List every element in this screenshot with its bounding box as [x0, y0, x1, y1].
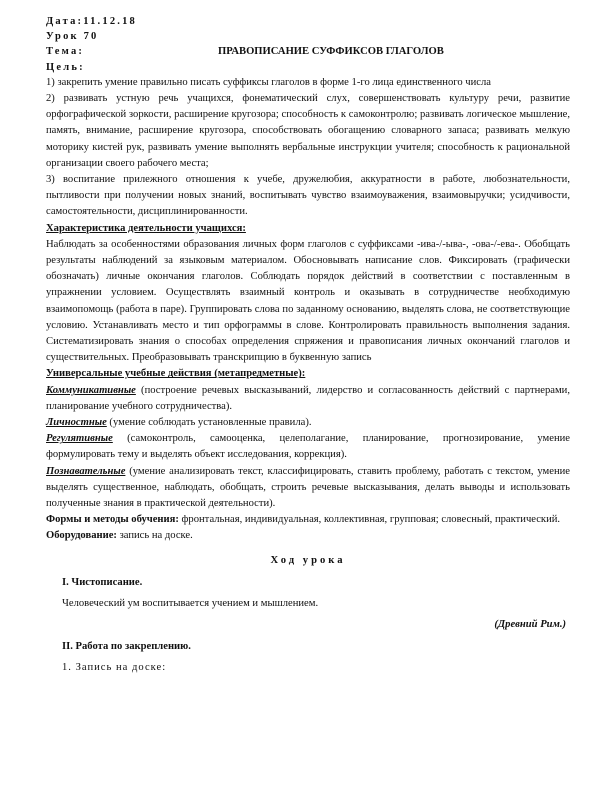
uud-regulative [46, 431, 570, 463]
uud-cognitive [46, 464, 570, 513]
goal-1: 1) закрепить умение правильно писать суффиксы глаголов в форме 1-го лица единственного числа [46, 76, 491, 88]
document-page [46, 14, 570, 676]
step-1: 1. Запись на доске: [62, 661, 167, 673]
lesson-number: Урок 70 [46, 31, 99, 43]
goals-label: Цель: [46, 61, 85, 73]
equipment-label: Оборудование: [46, 530, 117, 542]
uud-desc: (умение анализировать текст, классифицировать, ставить проблему, работать с текстом, умение выделять существенное, наблюдать, обобщать, строить речевые высказывания, делать выводы и использовать полученные знания в практической деятельности). [46, 465, 570, 510]
uud-term: Познавательные [46, 465, 126, 477]
goal-3: 3) воспитание прилежного отношения к учебе, дружелюбия, аккуратности в работе, любознательности, пытливости при получении новых знаний, воспитывать чувство взаимоуважения, взаимовыручки; усидчивости, самостоятельности, дисциплинированности. [46, 174, 570, 218]
section-1-heading: I. Чистописание. [62, 576, 143, 588]
forms-text: фронтальная, индивидуальная, коллективная, групповая; словесный, практический. [178, 514, 561, 526]
uud-personal [46, 415, 570, 431]
uud-term: Регулятивные [46, 433, 113, 445]
quote-source: (Древний Рим.) [494, 619, 566, 631]
equipment [46, 528, 570, 544]
goal-2: 2) развивать устную речь учащихся, фонематический слух, совершенствовать культуру речи, развитие орфографической зоркости, расширение кругозора; способность к самоконтролю; развивать логическое мышление, память, внимание, расширение кругозора, способствовать обогащению словарного запаса; развивать мелкую моторику кистей рук, развивать умение выполнять вербальные инструкции учителя; способность к рациональной организации своего рабочего места; [46, 93, 570, 169]
topic-title: ПРАВОПИСАНИЕ СУФФИКСОВ ГЛАГОЛОВ [218, 46, 444, 58]
uud-term: Личностные [46, 417, 107, 429]
topic-label: Тема: [46, 46, 85, 58]
section-2-heading: II. Работа по закреплению. [62, 640, 191, 652]
uud-desc: (построение речевых высказываний, лидерство и согласованность действий с партнерами, планирование учебного сотрудничества). [46, 384, 570, 412]
uud-desc: (самоконтроль, самооценка, целеполагание, планирование, прогнозирование, умение формулировать тему и выделять объект исследования, коррекция). [46, 433, 570, 461]
quote-text: Человеческий ум воспитывается учением и мышлением. [62, 598, 319, 610]
uud-desc: (умение соблюдать установленные правила). [106, 417, 312, 429]
uud-title: Универсальные учебные действия (метапредметные): [46, 368, 306, 380]
date-line: Дата:11.12.18 [46, 16, 138, 27]
topic-line [46, 44, 570, 59]
equipment-text: запись на доске. [116, 530, 193, 542]
uud-term: Коммуникативные [46, 384, 136, 396]
course-title: Ход урока [270, 554, 346, 566]
activity-text: Наблюдать за особенностями образования личных форм глаголов с суффиксами -ива-/-ыва-, -ова-/-ева-. Обобщать результаты наблюдений за языковым материалом. Обосновывать написание слов. Фиксировать (графически обозначать) личные окончания глаголов. Соблюдать порядок действий в соответствии с поставленным в упражнении условием. Осуществлять взаимный контроль и оказывать в сотрудничестве необходимую взаимопомощь (работа в паре). Группировать слова по заданному основанию, выделять слова, не соответствующие условию. Устанавливать место и тип орфограммы в слове. Контролировать правильность выполнения задания. Систематизировать знания о способах определения спряжения и правописания личных окончаний глаголов и существительных. Преобразовывать транскрипцию в буквенную запись [46, 238, 570, 364]
forms-methods [46, 512, 570, 528]
forms-label: Формы и методы обучения: [46, 514, 179, 526]
uud-communicative [46, 383, 570, 415]
activity-title: Характеристика деятельности учащихся: [46, 222, 246, 234]
